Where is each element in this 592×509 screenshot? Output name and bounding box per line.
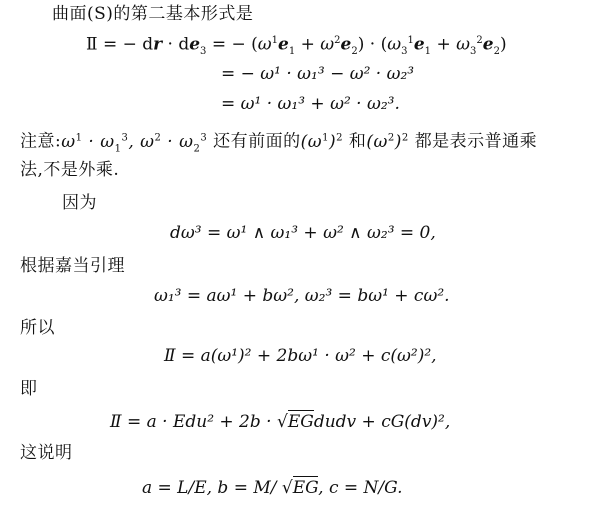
therefore-text: 所以 — [20, 318, 55, 338]
sqrt-EG-2: EG — [292, 478, 319, 498]
equation-II-line2: = − ω¹ · ω₁³ − ω² · ω₂³ — [221, 64, 415, 84]
equation-II-line3: = ω¹ · ω₁³ + ω² · ω₂³. — [221, 94, 400, 114]
shows-text: 这说明 — [20, 443, 73, 463]
note-and: 和 — [348, 131, 367, 152]
because-text: 因为 — [62, 193, 97, 213]
intro-text: 曲面(S)的第二基本形式是 — [52, 4, 254, 24]
equation-cartan: ω₁³ = aω¹ + bω², ω₂³ = bω¹ + cω². — [154, 286, 450, 306]
note-continuation: 法,不是外乘. — [20, 160, 120, 180]
sqrt-EG: EG — [287, 412, 314, 432]
equation-II-E: Ⅱ = a · Edu² + 2b · √EGdudv + cG(dv)², — [110, 412, 451, 432]
equation-d-omega: dω³ = ω¹ ∧ ω₁³ + ω² ∧ ω₂³ = 0, — [170, 223, 436, 243]
equation-II-omega: Ⅱ = a(ω¹)² + 2bω¹ · ω² + c(ω²)², — [164, 346, 437, 366]
note-label: 注意: — [20, 131, 62, 152]
symbol-II: Ⅱ — [86, 34, 98, 55]
namely-text: 即 — [20, 379, 38, 399]
cartan-lemma-text: 根据嘉当引理 — [20, 256, 125, 276]
note-tail: 都是表示普通乘 — [414, 131, 538, 152]
equation-coefficients: a = L/E, b = M/ √EG, c = N/G. — [142, 478, 403, 498]
equation-II-definition: Ⅱ = − dr · $de_3$ = − $(\omega^1e_1 + \omega^2e_2) \cdot (\omega_3^1e_1 + \omega_3^2e_2)$ — [86, 34, 507, 58]
note-line: 注意$:\omega^1 \cdot \omega_1^3$, $\omega^2 \cdot \omega_2^3$ 还有前面的$(\omega^1)^2$ 和$(\omega^2)^2$ 都是表示普通乘 — [20, 131, 538, 155]
note-end: 还有前面的 — [213, 131, 301, 152]
